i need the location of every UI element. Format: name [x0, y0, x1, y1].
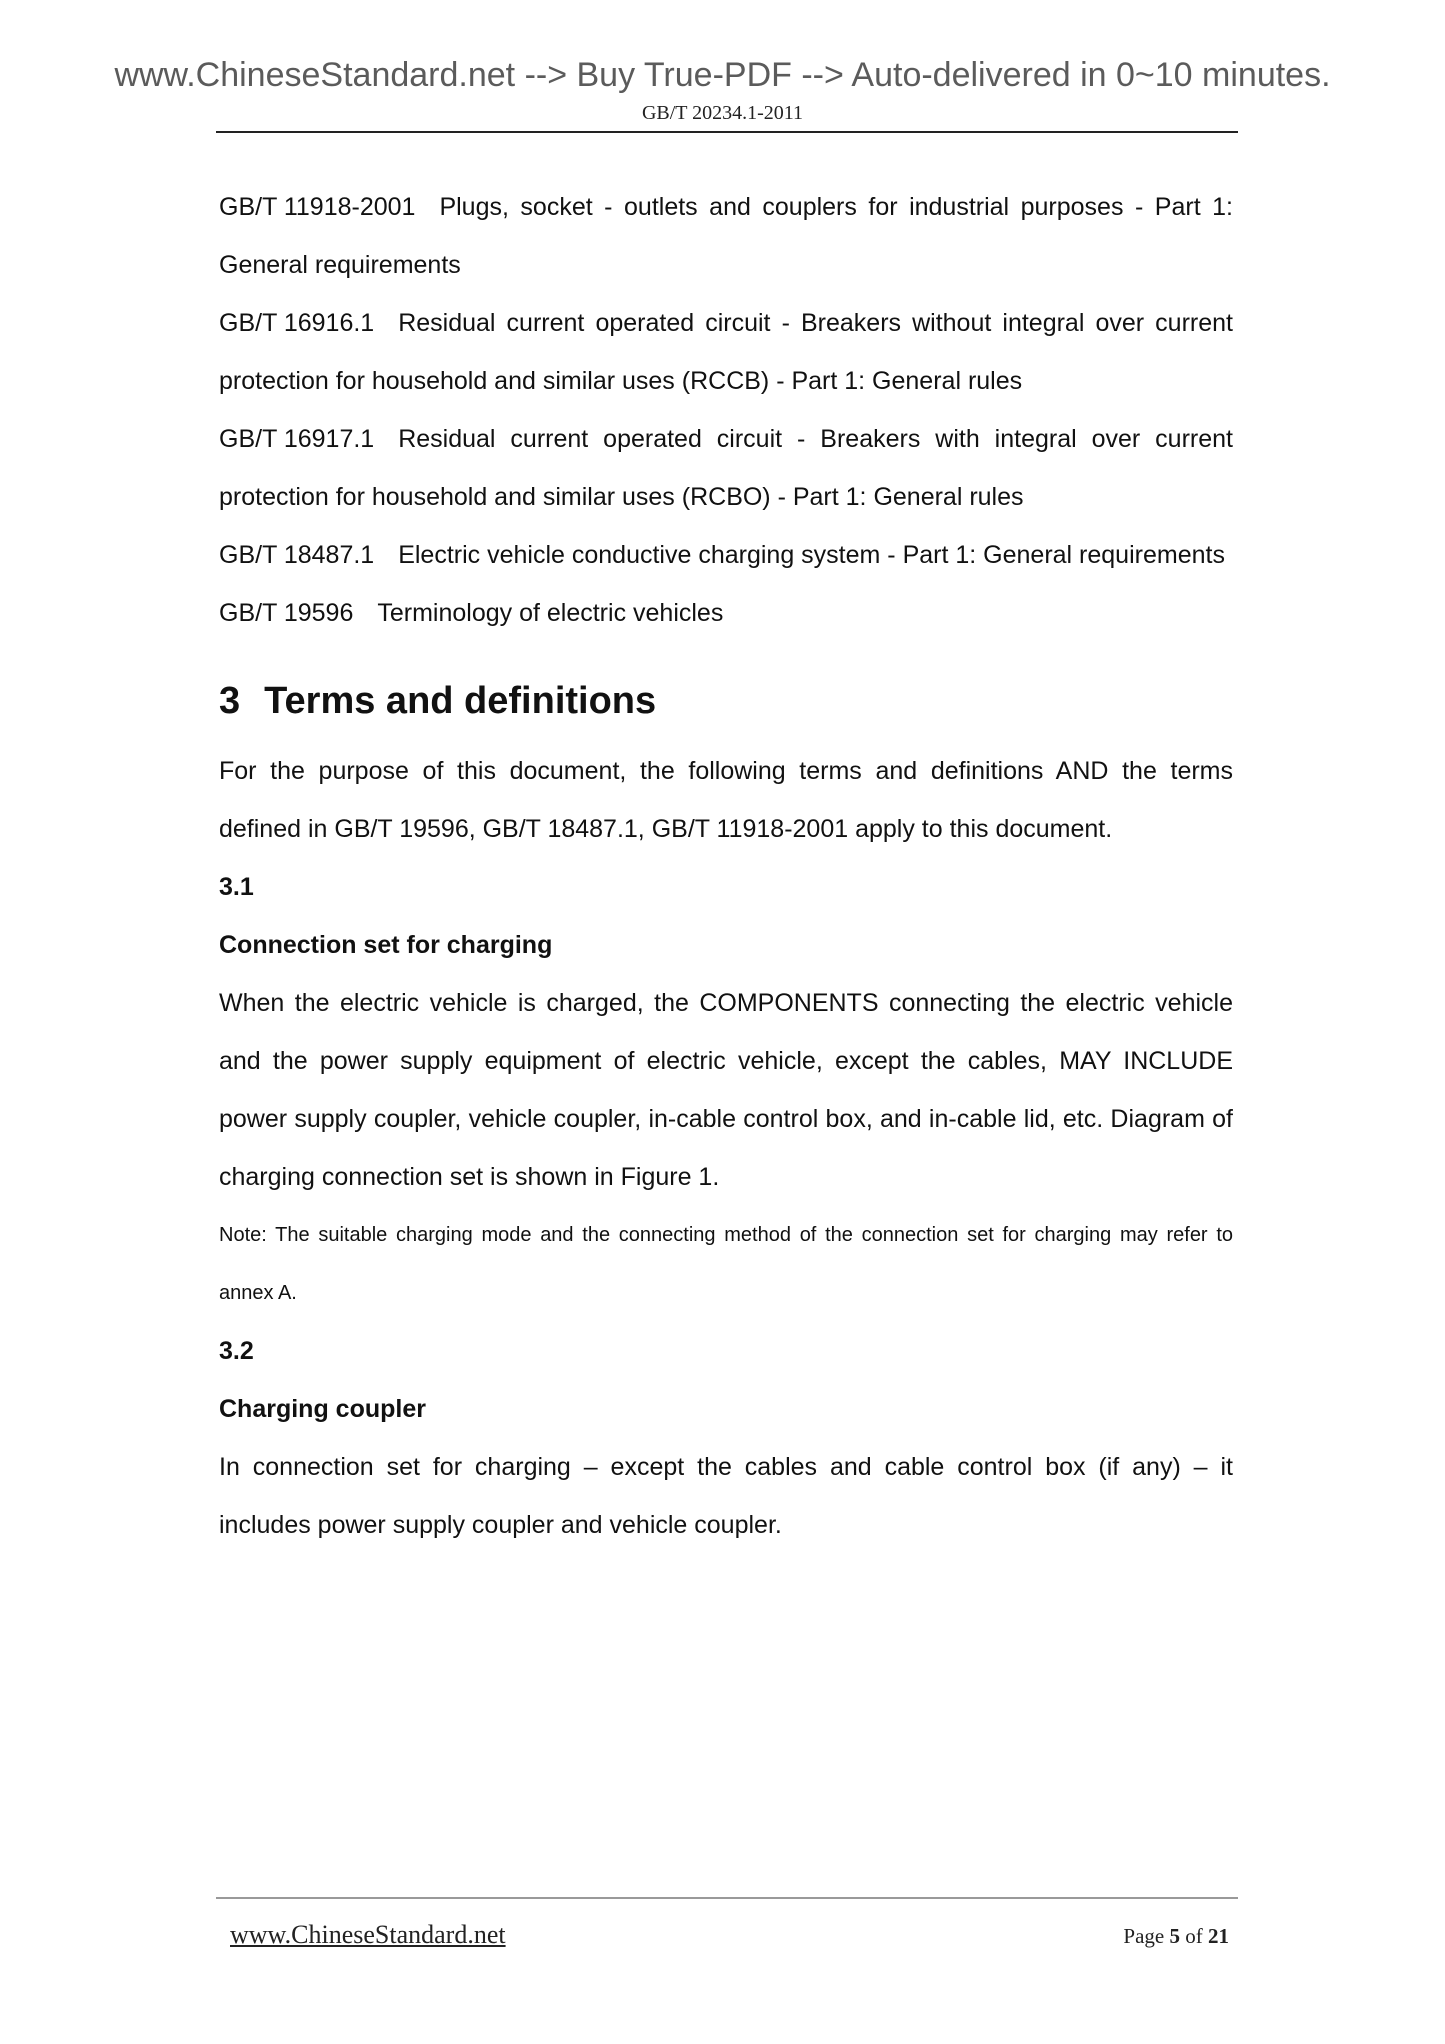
section-heading [219, 676, 1233, 726]
page-current: 5 [1169, 1924, 1180, 1948]
reference-item [219, 294, 1233, 410]
reference-code: GB/T 16916.1 [219, 309, 375, 337]
reference-code: GB/T 11918-2001 [219, 193, 416, 221]
standard-code: GB/T 20234.1-2011 [641, 102, 804, 124]
clause-definition: In connection set for charging – except the cables and cable control box (if any) – it includes power supply coupler and vehicle coupler. [219, 1453, 1233, 1539]
reference-code: GB/T 16917.1 [219, 425, 375, 453]
reference-title: Plugs, socket - outlets and couplers for industrial purposes - Part 1: General requirements [219, 193, 1233, 279]
reference-code: GB/T 18487.1 [219, 541, 375, 569]
clause-3-2 [219, 1322, 1233, 1554]
reference-item [219, 584, 1233, 642]
normative-references [219, 178, 1233, 642]
page-body [219, 178, 1233, 1554]
reference-title: Residual current operated circuit - Breakers with integral over current protection for household and similar uses (RCBO) - Part 1: General rules [219, 425, 1233, 511]
reference-title: Terminology of electric vehicles [377, 599, 724, 627]
page-of: of [1185, 1924, 1203, 1948]
clause-term: Connection set for charging [219, 931, 553, 959]
footer-website-link[interactable]: www.ChineseStandard.net [230, 1920, 506, 1949]
page-prefix: Page [1123, 1924, 1165, 1948]
header-banner: www.ChineseStandard.net --> Buy True-PDF --> Auto-delivered in 0~10 minutes. [114, 56, 1331, 94]
page-number [1123, 1922, 1229, 1950]
clause-definition: When the electric vehicle is charged, the COMPONENTS connecting the electric vehicle and the power supply equipment of electric vehicle, except the cables, MAY INCLUDE power supply coupler, vehicle coupler, in-cable control box, and in-cable lid, etc. Diagram of charging connection set is shown in Figure 1. [219, 989, 1233, 1191]
section-title: Terms and definitions [264, 680, 657, 722]
header-divider [216, 131, 1238, 133]
section-number: 3 [219, 680, 241, 722]
reference-code: GB/T 19596 [219, 599, 354, 627]
clause-3-1 [219, 858, 1233, 1322]
clause-number: 3.2 [219, 1337, 254, 1365]
page-total: 21 [1208, 1924, 1229, 1948]
clause-number: 3.1 [219, 873, 254, 901]
reference-item [219, 410, 1233, 526]
clause-note: Note: The suitable charging mode and the connecting method of the connection set for charging may refer to annex A. [219, 1224, 1233, 1304]
reference-title: Residual current operated circuit - Breakers without integral over current protection for household and similar uses (RCCB) - Part 1: General rules [219, 309, 1233, 395]
reference-item [219, 526, 1233, 584]
section-intro: For the purpose of this document, the following terms and definitions AND the terms defined in GB/T 19596, GB/T 18487.1, GB/T 11918-2001 apply to this document. [219, 757, 1233, 843]
reference-title: Electric vehicle conductive charging system - Part 1: General requirements [398, 541, 1225, 569]
clause-term: Charging coupler [219, 1395, 426, 1423]
reference-item [219, 178, 1233, 294]
footer-divider [216, 1897, 1238, 1899]
